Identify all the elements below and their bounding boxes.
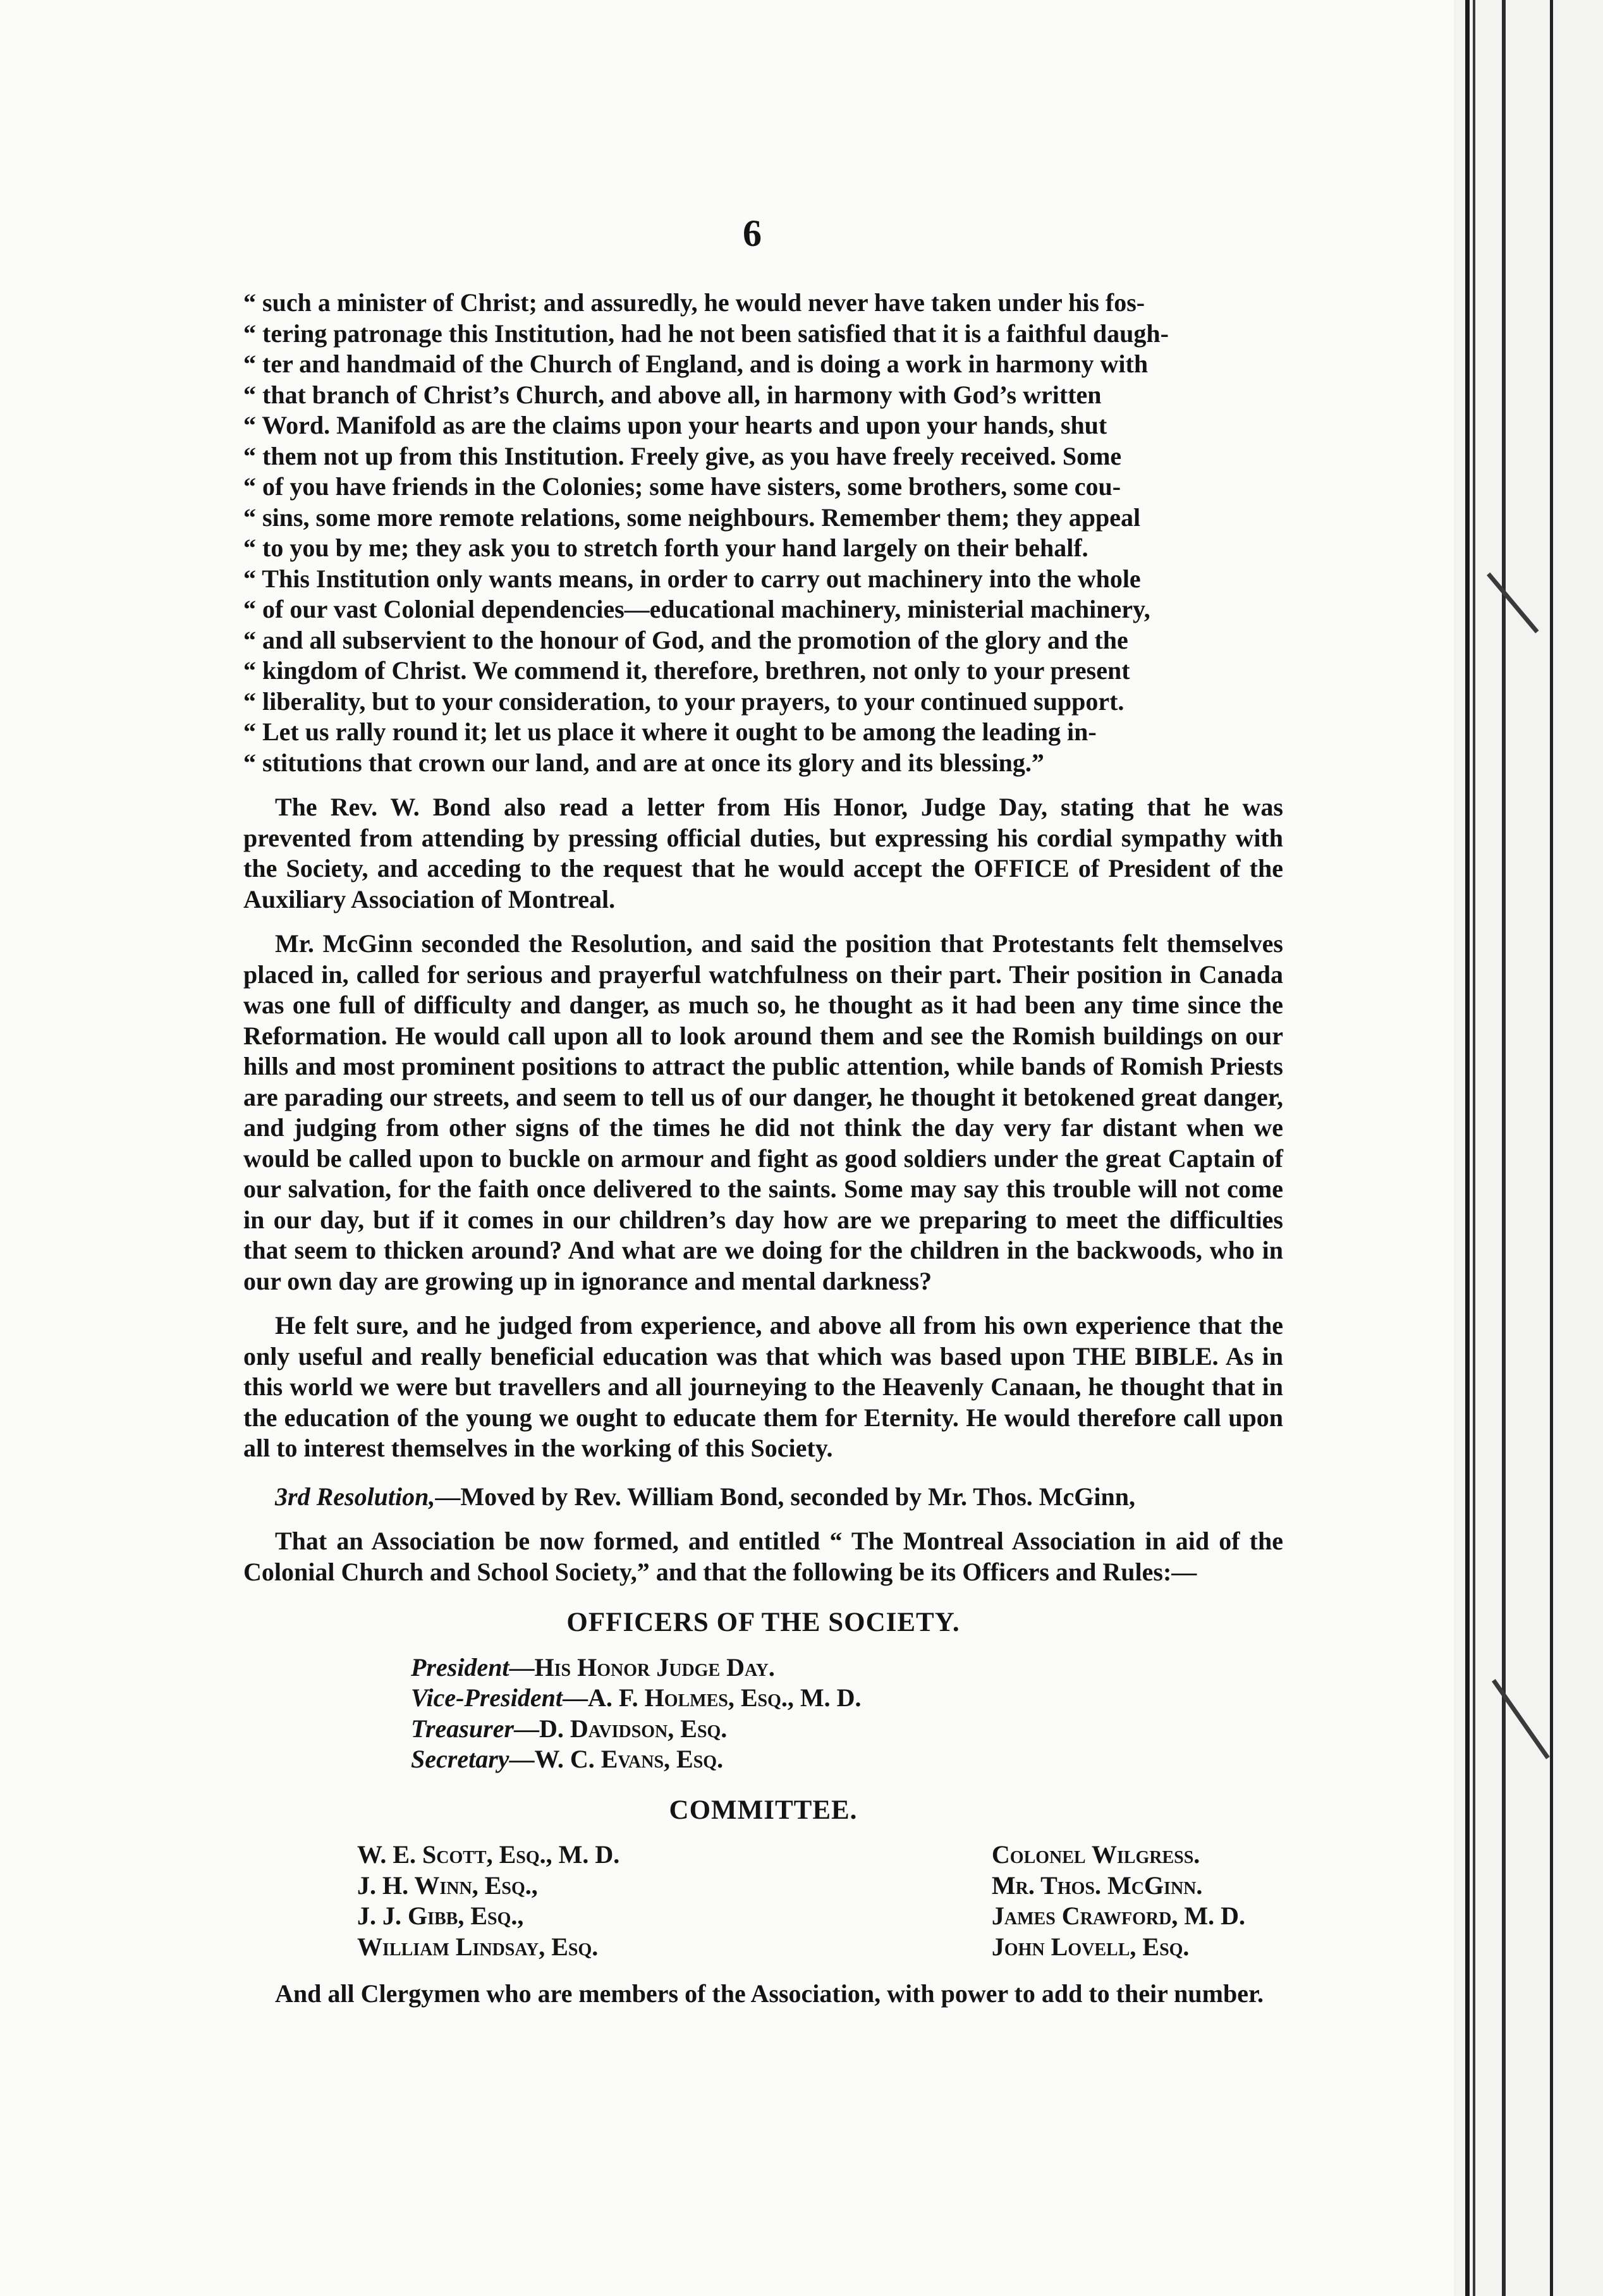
committee-column-left [357,1840,619,1962]
closing-paragraph: And all Clergymen who are members of the Association, with power to add to their number. [275,1979,1264,2008]
resolution-label: 3rd Resolution, [275,1482,436,1511]
officer-role: Treasurer [411,1714,514,1743]
quote-line: “ Word. Manifold as are the claims upon your hearts and upon your hands, shut [243,411,1107,439]
quote-line: “ sins, some more remote relations, some neighbours. Remember them; they appeal [243,503,1141,532]
committee-member: J. H. Winn, Esq., [357,1871,538,1900]
committee-member: J. J. Gibb, Esq., [357,1902,524,1930]
officer-role: Vice-President [411,1683,563,1712]
officers-heading: OFFICERS OF THE SOCIETY. [566,1608,960,1637]
committee-member: Colonel Wilgress. [991,1840,1200,1869]
quote-line: “ Let us rally round it; let us place it where it ought to be among the leading in- [243,718,1097,746]
paragraph-bond-letter: The Rev. W. Bond also read a letter from His Honor, Judge Day, stating that he was prevented from attending by pressing official duties, but expressing his cordial sympathy with the Society, and acceding to the request that he would accept the OFFICE of President of the Auxiliary Association of Montreal. [243,793,1283,913]
committee-member: W. E. Scott, Esq., M. D. [357,1840,620,1869]
quote-line: “ that branch of Christ’s Church, and above all, in harmony with God’s written [243,380,1102,409]
spine-line [1502,0,1506,2296]
quoted-speech [243,288,1283,778]
officer-role: Secretary [411,1745,509,1773]
committee-heading: COMMITTEE. [669,1795,858,1825]
paragraph-education: He felt sure, and he judged from experience, and above all from his own experience that the only useful and really beneficial education was that which was based upon THE BIBLE. As in this world we were but travellers and all journeying to the Heavenly Canaan, he thought that in the education of the young we ought to educate them for Eternity. He would therefore call upon all to interest themselves in the working of this Society. [243,1311,1283,1462]
officer-name: —His Honor Judge Day. [509,1652,775,1682]
document-body [243,288,1283,2035]
resolution-line [243,1482,1283,1513]
binding-edge [1454,0,1603,2296]
officers-list [411,1652,1283,1775]
quote-line: “ such a minister of Christ; and assuredly, he would never have taken under his fos- [243,288,1145,317]
officer-row [411,1652,1283,1683]
spine-line [1473,0,1475,2296]
spine-line [1465,0,1470,2296]
officer-name: —A. F. Holmes, Esq., M. D. [562,1683,862,1712]
officer-name: —W. C. Evans, Esq. [509,1745,724,1773]
officer-row [411,1744,1283,1775]
quote-line: “ and all subservient to the honour of God, and the promotion of the glory and the [243,625,1128,654]
quote-line: “ kingdom of Christ. We commend it, therefore, brethren, not only to your present [243,656,1130,685]
page-number: 6 [743,212,762,254]
quote-line: “ liberality, but to your consideration, to your prayers, to your continued support. [243,687,1125,716]
resolution-text: —Moved by Rev. William Bond, seconded by Mr. Thos. McGinn, [435,1482,1135,1511]
committee-member: William Lindsay, Esq. [357,1932,599,1961]
officer-name: —D. Davidson, Esq. [513,1714,728,1743]
committee-member: John Lovell, Esq. [991,1932,1190,1961]
quote-line: “ ter and handmaid of the Church of England, and is doing a work in harmony with [243,350,1149,378]
quote-line: “ stitutions that crown our land, and are at once its glory and its blessing.” [243,748,1044,777]
paragraph-association: That an Association be now formed, and entitled “ The Montreal Association in aid of the Colonial Church and School Society,” and that the following be its Officers and Rules:— [243,1527,1283,1586]
committee-column-right [992,1840,1245,1962]
quote-line: “ of our vast Colonial dependencies—educational machinery, ministerial machinery, [243,595,1150,623]
committee-list [357,1840,1245,1962]
quote-line: “ of you have friends in the Colonies; some have sisters, some brothers, some cou- [243,472,1121,501]
committee-member: James Crawford, M. D. [991,1902,1245,1930]
quote-line: “ tering patronage this Institution, had he not been satisfied that it is a faithful daugh- [243,319,1169,348]
officer-row [411,1683,1283,1714]
quote-line: “ to you by me; they ask you to stretch forth your hand largely on their behalf. [243,534,1088,562]
paragraph-mcginn-seconds: Mr. McGinn seconded the Resolution, and said the position that Protestants felt themselves placed in, called for serious and prayerful watchfulness on their part. Their position in Canada was one full of difficulty and danger, as much so, he thought as it had been any time since the Reformation. He would call upon all to look around them and see the Romish buildings on our hills and most prominent positions to attract the public attention, while bands of Romish Priests are parading our streets, and seem to tell us of our danger, he thought it betokened great danger, and judging from other signs of the times he did not think the day very far distant when we would be called upon to buckle on armour and fight as good soldiers under the great Captain of our salvation, for the faith once delivered to the saints. Some may say this trouble will not come in our day, but if it comes in our children’s day how are we preparing to meet the difficulties that seem to thicken around? And what are we doing for the children in the backwoods, who in our own day are growing up in ignorance and mental darkness? [243,929,1283,1295]
officer-role: President [411,1652,509,1682]
spine-line [1550,0,1553,2296]
officer-row [411,1714,1283,1745]
quote-line: “ them not up from this Institution. Freely give, as you have freely received. Some [243,441,1122,470]
quote-line: “ This Institution only wants means, in order to carry out machinery into the whole [243,564,1141,593]
committee-member: Mr. Thos. McGinn. [991,1871,1203,1900]
